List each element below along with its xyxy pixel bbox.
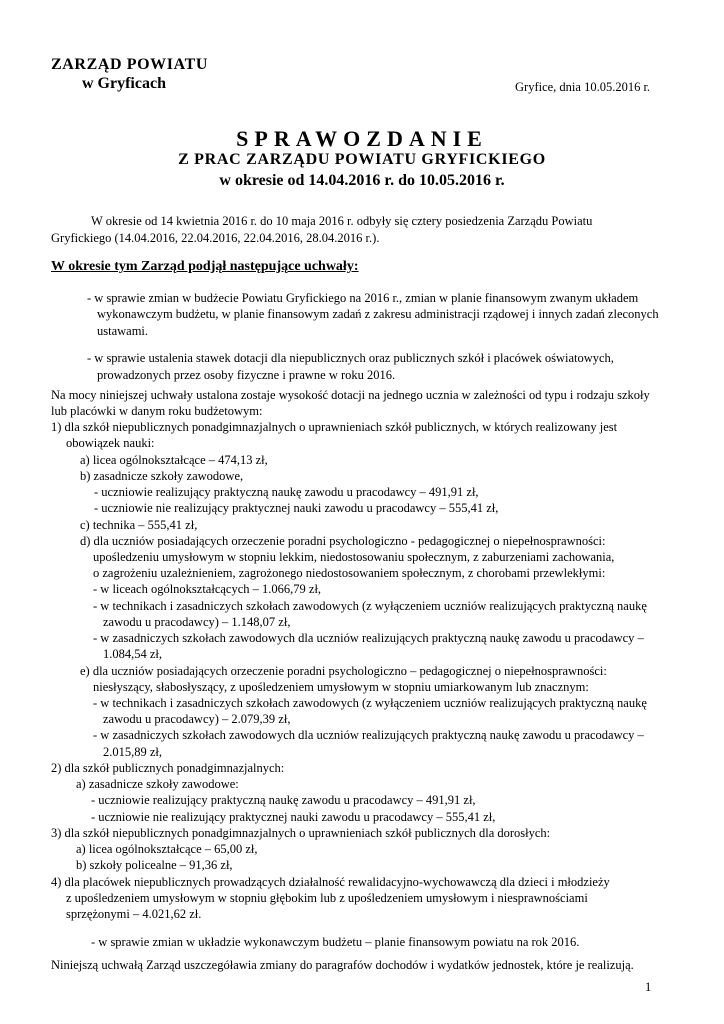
org-location: w Gryficach xyxy=(82,75,166,92)
body-line: 4) dla placówek niepublicznych prowadzących działalność rewalidacyjno-wychowawczą dla dzieci i młodzieży xyxy=(51,875,610,889)
org-name: ZARZĄD POWIATU xyxy=(51,56,209,73)
document-title: SPRAWOZDANIE xyxy=(236,126,488,151)
body-line: 2.015,89 zł, xyxy=(103,745,163,759)
body-line: - w technikach i zasadniczych szkołach zawodowych (z wyłączeniem uczniów realizujących praktyczną naukę xyxy=(93,696,647,710)
body-line: a) licea ogólnokształcące – 474,13 zł, xyxy=(80,453,268,467)
section-heading: W okresie tym Zarząd podjął następujące uchwały: xyxy=(51,259,359,274)
intro-line: W okresie od 14 kwietnia 2016 r. do 10 maja 2016 r. odbyły się cztery posiedzenia Zarządu Powiatu xyxy=(91,214,593,228)
body-line: 3) dla szkół niepublicznych ponadgimnazjalnych o uprawnieniach szkół publicznych dla dorosłych: xyxy=(51,826,551,840)
document-date: Gryfice, dnia 10.05.2016 r. xyxy=(515,80,651,94)
body-line: 1) dla szkół niepublicznych ponadgimnazjalnych o uprawnieniach szkół publicznych, w których realizowany jest xyxy=(51,420,618,434)
body-line: a) zasadnicze szkoły zawodowe: xyxy=(76,777,239,791)
body-line: - w liceach ogólnokształcących – 1.066,79 zł, xyxy=(93,582,322,596)
body-line: 2) dla szkół publicznych ponadgimnazjalnych: xyxy=(51,761,285,775)
document-subtitle: Z PRAC ZARZĄDU POWIATU GRYFICKIEGO xyxy=(178,151,546,168)
body-line: b) szkoły policealne – 91,36 zł, xyxy=(76,858,233,872)
intro-line: Gryfickiego (14.04.2016, 22.04.2016, 22.04.2016, 28.04.2016 r.). xyxy=(51,231,380,245)
body-line: upośledzeniu umysłowym w stopniu lekkim, niedostosowaniu społecznym, z zaburzeniami zachowania, xyxy=(93,550,615,564)
resolution-line: ustawami. xyxy=(97,324,149,338)
page-number: 1 xyxy=(645,980,652,994)
body-line: niesłyszący, słabosłyszący, z upośledzeniem umysłowym w stopniu umiarkowanym lub znacznym: xyxy=(93,680,589,694)
resolution-line: - w sprawie zmian w układzie wykonawczym budżetu – planie finansowym powiatu na rok 2016. xyxy=(91,935,580,949)
body-line: - w zasadniczych szkołach zawodowych dla uczniów realizujących praktyczną naukę zawodu u pracodawcy – xyxy=(93,631,644,645)
resolution-line: prowadzonych przez osoby fizyczne i prawne w roku 2016. xyxy=(97,368,396,382)
body-line: b) zasadnicze szkoły zawodowe, xyxy=(80,469,244,483)
closing-line: Niniejszą uchwałą Zarząd uszczegóławia zmiany do paragrafów dochodów i wydatków jednostek, które je realizują. xyxy=(51,958,634,972)
body-line: a) licea ogólnokształcące – 65,00 zł, xyxy=(76,842,258,856)
document-period: w okresie od 14.04.2016 r. do 10.05.2016 r. xyxy=(219,172,505,189)
body-line: obowiązek nauki: xyxy=(66,436,155,450)
body-line: - uczniowie realizujący praktyczną naukę zawodu u pracodawcy – 491,91 zł, xyxy=(94,485,479,499)
resolution-line: wykonawczym budżetu, w planie finansowym zadań z zakresu administracji rządowej i innych zadań zleconych xyxy=(97,307,659,321)
body-line: zawodu u pracodawcy) – 2.079,39 zł, xyxy=(103,712,291,726)
resolution-line: - w sprawie zmian w budżecie Powiatu Gryfickiego na 2016 r., zmian w planie finansowym zwanym układem xyxy=(87,291,639,305)
body-line: Na mocy niniejszej uchwały ustalona zostaje wysokość dotacji na jednego ucznia w zależności od typu i rodzaju szkoły xyxy=(51,388,650,402)
body-line: c) technika – 555,41 zł, xyxy=(80,518,198,532)
body-line: 1.084,54 zł, xyxy=(103,647,163,661)
body-line: zawodu u pracodawcy) – 1.148,07 zł, xyxy=(103,615,291,629)
body-line: d) dla uczniów posiadających orzeczenie poradni psychologiczno - pedagogicznej o niepełnosprawności: xyxy=(80,534,606,548)
body-line: lub placówki w danym roku budżetowym: xyxy=(51,404,263,418)
body-line: z upośledzeniem umysłowym w stopniu głębokim lub z upośledzeniem umysłowym i niesprawnościami xyxy=(66,891,588,905)
body-line: o zagrożeniu uzależnieniem, zagrożonego niedostosowaniem społecznym, z chorobami przewlekłymi: xyxy=(93,566,606,580)
body-line: sprzężonymi – 4.021,62 zł. xyxy=(66,907,202,921)
body-line: - w technikach i zasadniczych szkołach zawodowych (z wyłączeniem uczniów realizujących praktyczną naukę xyxy=(93,599,647,613)
body-line: - uczniowie realizujący praktyczną naukę zawodu u pracodawcy – 491,91 zł, xyxy=(91,793,476,807)
body-line: - uczniowie nie realizujący praktycznej nauki zawodu u pracodawcy – 555,41 zł, xyxy=(94,501,499,515)
resolution-line: - w sprawie ustalenia stawek dotacji dla niepublicznych oraz publicznych szkół i placówek oświatowych, xyxy=(87,351,614,365)
body-line: - w zasadniczych szkołach zawodowych dla uczniów realizujących praktyczną naukę zawodu u pracodawcy – xyxy=(93,728,644,742)
body-line: - uczniowie nie realizujący praktycznej nauki zawodu u pracodawcy – 555,41 zł, xyxy=(91,810,496,824)
body-line: e) dla uczniów posiadających orzeczenie poradni psychologiczno – pedagogicznej o niepełnosprawności: xyxy=(80,664,607,678)
